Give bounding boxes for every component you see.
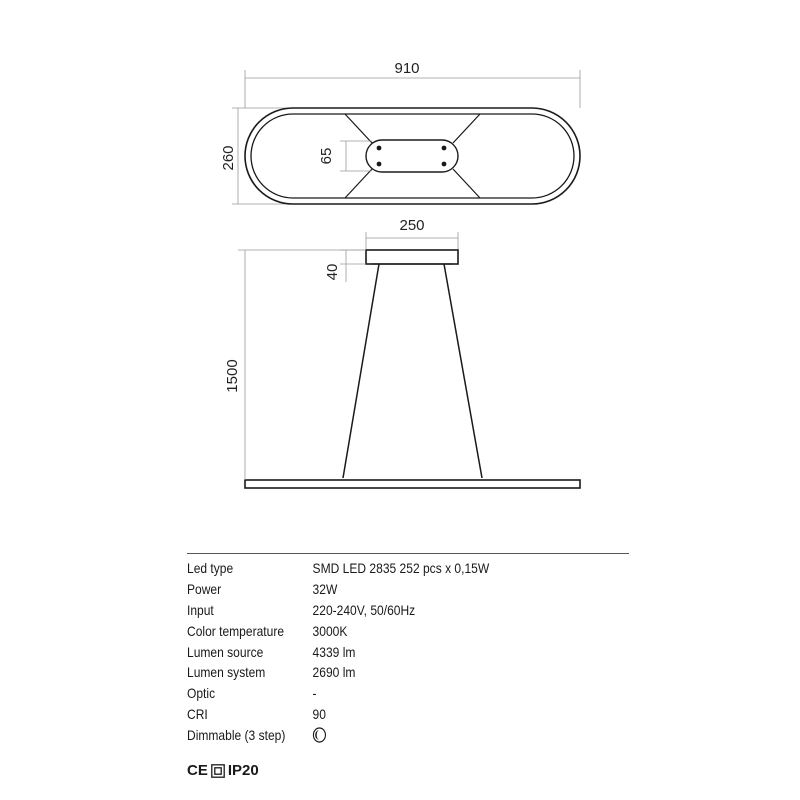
depth-dimension-label: 260 <box>220 145 237 171</box>
spec-value: 3000K <box>312 622 348 639</box>
spec-label: Dimmable (3 step) <box>187 726 286 743</box>
canopy-width-label: 250 <box>399 217 425 234</box>
suspension-cables <box>343 264 482 478</box>
spec-value: 220-240V, 50/60Hz <box>312 601 416 618</box>
spec-value: SMD LED 2835 252 pcs x 0,15W <box>312 560 490 577</box>
canopy-height-label: 40 <box>324 263 341 281</box>
spec-value: - <box>312 685 317 702</box>
mount-spacing-dimension <box>340 141 372 171</box>
support-wires <box>345 114 480 198</box>
lamp-body <box>245 480 580 488</box>
side-view <box>224 217 580 488</box>
spec-label: Led type <box>187 560 234 577</box>
spec-row-led-type <box>187 558 567 579</box>
spec-label: Power <box>187 581 222 598</box>
canopy <box>366 250 458 264</box>
top-view <box>220 60 580 204</box>
inner-ring <box>251 114 574 198</box>
spec-value: 4339 lm <box>312 643 356 660</box>
spec-row-cri <box>187 704 567 725</box>
spec-label: Optic <box>187 685 216 702</box>
spec-label: Input <box>187 601 214 618</box>
spec-row-dimmable <box>187 724 567 745</box>
dimmer-icon <box>313 727 327 743</box>
class-ii-icon <box>211 764 225 778</box>
spec-row-lumen-system <box>187 662 567 683</box>
ce-mark: CE <box>187 762 208 779</box>
spec-divider <box>187 553 629 554</box>
center-plate <box>366 140 458 172</box>
spec-label: Lumen source <box>187 643 264 660</box>
certification-row <box>187 762 259 779</box>
spec-value <box>313 726 327 743</box>
mount-holes <box>377 146 447 167</box>
spec-value: 2690 lm <box>312 664 356 681</box>
ip-rating: IP20 <box>227 762 259 779</box>
spec-label: CRI <box>187 705 208 722</box>
depth-dimension <box>232 108 290 204</box>
spec-row-input <box>187 600 567 621</box>
canopy-height-dimension <box>340 250 366 282</box>
spec-value: 90 <box>312 705 326 722</box>
spec-row-power <box>187 579 567 600</box>
outer-ring <box>245 108 580 204</box>
spec-table <box>187 553 629 745</box>
spec-row-optic <box>187 683 567 704</box>
canopy-width-dimension <box>366 232 458 250</box>
total-height-label: 1500 <box>224 359 241 393</box>
spec-value: 32W <box>312 581 338 598</box>
spec-label: Lumen system <box>187 664 266 681</box>
width-dimension-label: 910 <box>394 60 420 77</box>
spec-row-color-temperature <box>187 620 567 641</box>
spec-label: Color temperature <box>187 622 285 639</box>
spec-row-lumen-source <box>187 641 567 662</box>
mount-spacing-label: 65 <box>318 147 335 165</box>
total-height-dimension <box>238 250 366 480</box>
